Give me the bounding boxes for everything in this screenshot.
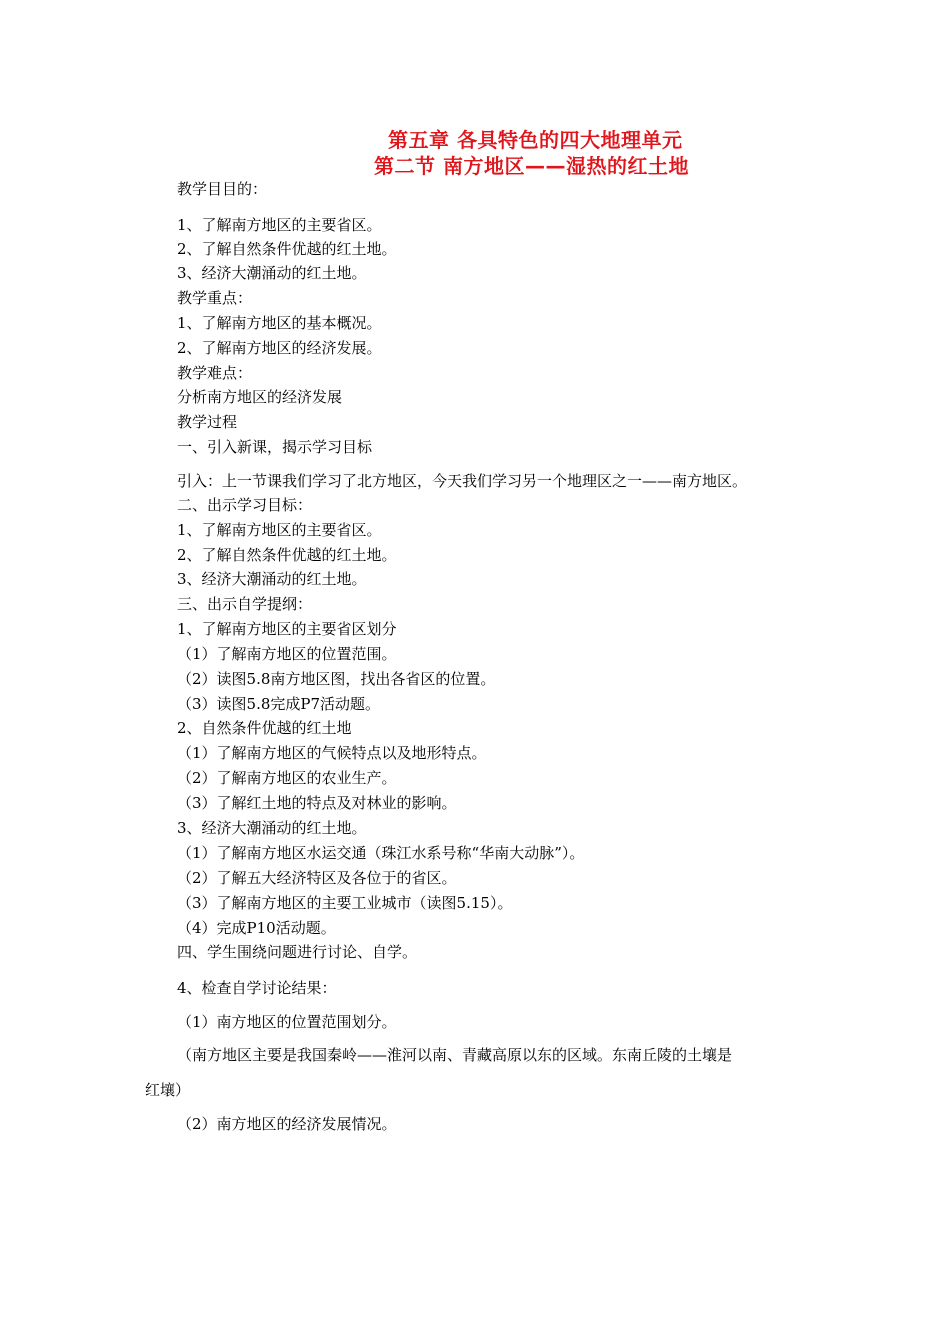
- text-line: 1、了解南方地区的主要省区。: [177, 521, 382, 539]
- section-title: 第二节 南方地区——湿热的红土地: [374, 154, 689, 178]
- text-line: 3、经济大潮涌动的红土地。: [177, 264, 367, 282]
- text-line: 2、了解自然条件优越的红土地。: [177, 240, 397, 258]
- text-line: （1）了解南方地区的位置范围。: [177, 645, 397, 663]
- text-line: 3、经济大潮涌动的红土地。: [177, 570, 367, 588]
- text-line: 三、出示自学提纲：: [177, 595, 313, 613]
- text-line: 四、学生围绕问题进行讨论、自学。: [177, 943, 418, 961]
- text-line: 二、出示学习目标：: [177, 496, 313, 514]
- text-line: （2）读图5.8南方地区图，找出各省区的位置。: [177, 670, 496, 688]
- text-line: 红壤）: [145, 1081, 191, 1099]
- text-line: （2）了解南方地区的农业生产。: [177, 769, 397, 787]
- text-line: 引入：上一节课我们学习了北方地区，今天我们学习另一个地理区之一——南方地区。: [177, 472, 748, 490]
- text-line: （3）了解红土地的特点及对林业的影响。: [177, 794, 457, 812]
- text-line: 1、了解南方地区的主要省区。: [177, 216, 382, 234]
- text-line: 1、了解南方地区的基本概况。: [177, 314, 382, 332]
- text-line: 教学难点：: [177, 364, 253, 382]
- text-line: 2、自然条件优越的红土地: [177, 719, 352, 737]
- text-line: 教学重点：: [177, 289, 253, 307]
- text-line: （2）了解五大经济特区及各位于的省区。: [177, 869, 457, 887]
- chapter-title: 第五章 各具特色的四大地理单元: [388, 128, 683, 152]
- text-line: （4）完成P10活动题。: [177, 919, 336, 937]
- text-line: （2）南方地区的经济发展情况。: [177, 1115, 397, 1133]
- text-line: （3）读图5.8完成P7活动题。: [177, 695, 381, 713]
- text-line: （3）了解南方地区的主要工业城市（读图5.15）。: [177, 894, 513, 912]
- text-line: 教学过程: [177, 413, 238, 431]
- text-line: 1、了解南方地区的主要省区划分: [177, 620, 397, 638]
- text-line: 一、引入新课，揭示学习目标: [177, 438, 373, 456]
- text-line: （1）南方地区的位置范围划分。: [177, 1013, 397, 1031]
- text-line: 4、检查自学讨论结果：: [177, 979, 337, 997]
- text-line: 2、了解自然条件优越的红土地。: [177, 546, 397, 564]
- text-line: 3、经济大潮涌动的红土地。: [177, 819, 367, 837]
- text-line: （1）了解南方地区的气候特点以及地形特点。: [177, 744, 487, 762]
- text-line: 教学目目的：: [177, 180, 268, 198]
- text-line: （1）了解南方地区水运交通（珠江水系号称“华南大动脉”）。: [177, 844, 585, 862]
- text-line: （南方地区主要是我国秦岭——淮河以南、青藏高原以东的区域。东南丘陵的土壤是: [177, 1046, 733, 1064]
- text-line: 2、了解南方地区的经济发展。: [177, 339, 382, 357]
- text-line: 分析南方地区的经济发展: [177, 388, 343, 406]
